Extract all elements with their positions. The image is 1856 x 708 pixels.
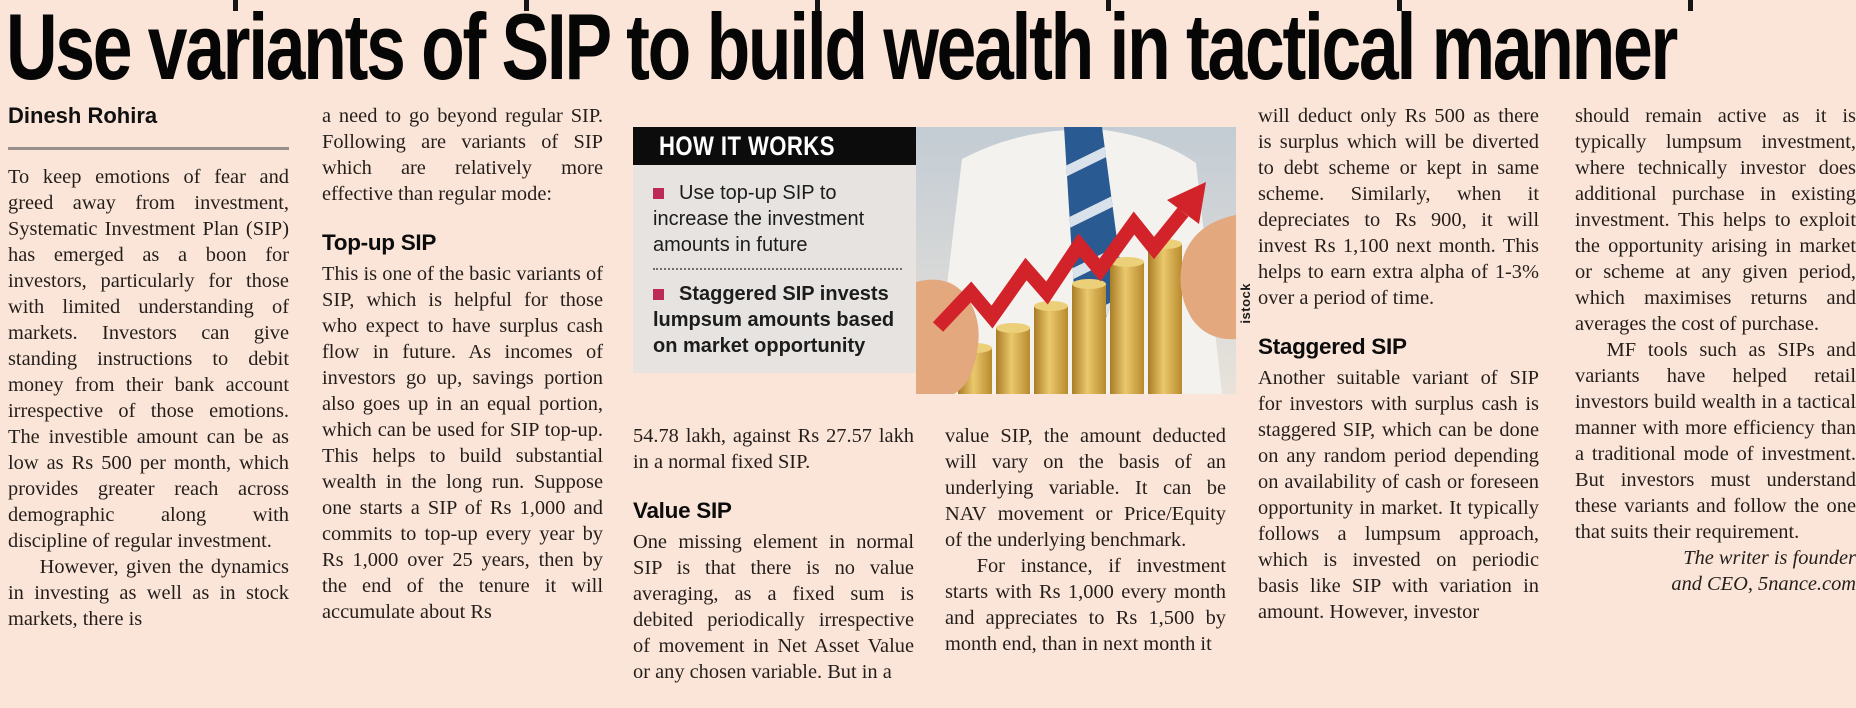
paragraph: 54.78 lakh, against Rs 27.57 lakh in a normal fixed SIP. [633, 425, 914, 473]
page-title: Use variants of SIP to build wealth in tactical manner [6, 0, 1676, 99]
how-it-works-box [633, 127, 916, 373]
paragraph: However, given the dynamics in investing as well as in stock markets, there is [8, 556, 289, 630]
byline: Dinesh Rohira [8, 103, 158, 128]
byline-rule [8, 147, 289, 150]
article-column-1 [8, 103, 289, 632]
infobox-item [653, 180, 902, 258]
infobox-item-text: Staggered SIP invests lumpsum amounts based on market opportunity [653, 283, 895, 357]
paragraph: MF tools such as SIPs and variants have helped retail investors build wealth in a tactical manner with more efficiency than a traditional mode of investment. But investors must understand these variants and follow the one that suits their requirement. [1575, 339, 1856, 543]
paragraph: To keep emotions of fear and greed away from investment, Systematic Investment Plan (SIP) has emerged as a boon for investors, particularly for those with limited understanding of markets. Investors can give standing instructions to debit money from their bank account irrespective of those emotions. The investible amount can be as low as Rs 500 per month, which provides greater reach across demographic along with discipline of regular investment. [8, 166, 289, 552]
print-tick [1688, 0, 1693, 11]
infobox-item [653, 281, 902, 359]
paragraph: should remain active as it is typically lumpsum investment, where technically investor does additional purchase in existing investment. This helps to exploit the opportunity arising in market or scheme at any given period, which maximises returns and averages the cost of purchase. [1575, 105, 1856, 335]
bullet-square-icon [653, 188, 664, 199]
paragraph: Another suitable variant of SIP for investors with surplus cash is staggered SIP, which can be done on any random period depending on availability of cash or foreseen opportunity in market. It typically follows a lumpsum approach, which is invested on periodic basis like SIP with variation in amount. However, investor [1258, 367, 1539, 623]
article-column-6 [1575, 103, 1856, 597]
paragraph: This is one of the basic variants of SIP, which is helpful for those who expect to have surplus cash flow in future. As incomes of investors go up, savings portion also goes up in an equal portion, which can be used for SIP top-up. This helps to build substantial wealth in the long run. Suppose one starts a SIP of Rs 1,000 and commits to top-up every year by Rs 1,000 over 25 years, then by the end of the tenure it will accumulate about Rs [322, 263, 603, 623]
stock-photo [916, 127, 1236, 394]
how-it-works-body [633, 165, 916, 373]
subhead-staggered-sip: Staggered SIP [1258, 334, 1407, 359]
how-it-works-title: HOW IT WORKS [659, 130, 835, 161]
paragraph: value SIP, the amount deducted will vary on the basis of an underlying variable. It can be NAV movement or Price/Equity of the underlying benchmark. [945, 425, 1226, 551]
bullet-square-icon [653, 289, 664, 300]
writer-credit-line: The writer is founder [1683, 547, 1856, 569]
paragraph: For instance, if investment starts with Rs 1,000 every month and appreciates to Rs 1,500 by month end, than in next month it [945, 555, 1226, 655]
article-column-3 [633, 423, 914, 685]
writer-credit-line: and CEO, 5nance.com [1671, 573, 1856, 595]
infobox-item-text: Use top-up SIP to increase the investment amounts in future [653, 182, 865, 256]
article-column-2 [322, 103, 603, 625]
photo-credit: istock [1238, 283, 1253, 324]
paragraph: will deduct only Rs 500 as there is surplus which will be diverted to debt scheme or kept in same scheme. Similarly, when it depreciates to Rs 900, it will invest Rs 1,100 next month. This helps to earn extra alpha of 1-3% over a period of time. [1258, 105, 1539, 309]
subhead-value-sip: Value SIP [633, 498, 732, 523]
subhead-top-up-sip: Top-up SIP [322, 230, 437, 255]
article-column-5 [1258, 103, 1539, 625]
dotted-separator [653, 268, 902, 270]
how-it-works-header [633, 127, 916, 165]
paragraph: a need to go beyond regular SIP. Following are variants of SIP which are relatively more effective than regular mode: [322, 105, 603, 205]
paragraph: One missing element in normal SIP is that there is no value averaging, as a fixed sum is debited periodically irrespective of movement in Net Asset Value or any chosen variable. But in a [633, 531, 914, 683]
stock-photo-illustration [916, 127, 1236, 394]
article-column-4 [945, 423, 1226, 657]
